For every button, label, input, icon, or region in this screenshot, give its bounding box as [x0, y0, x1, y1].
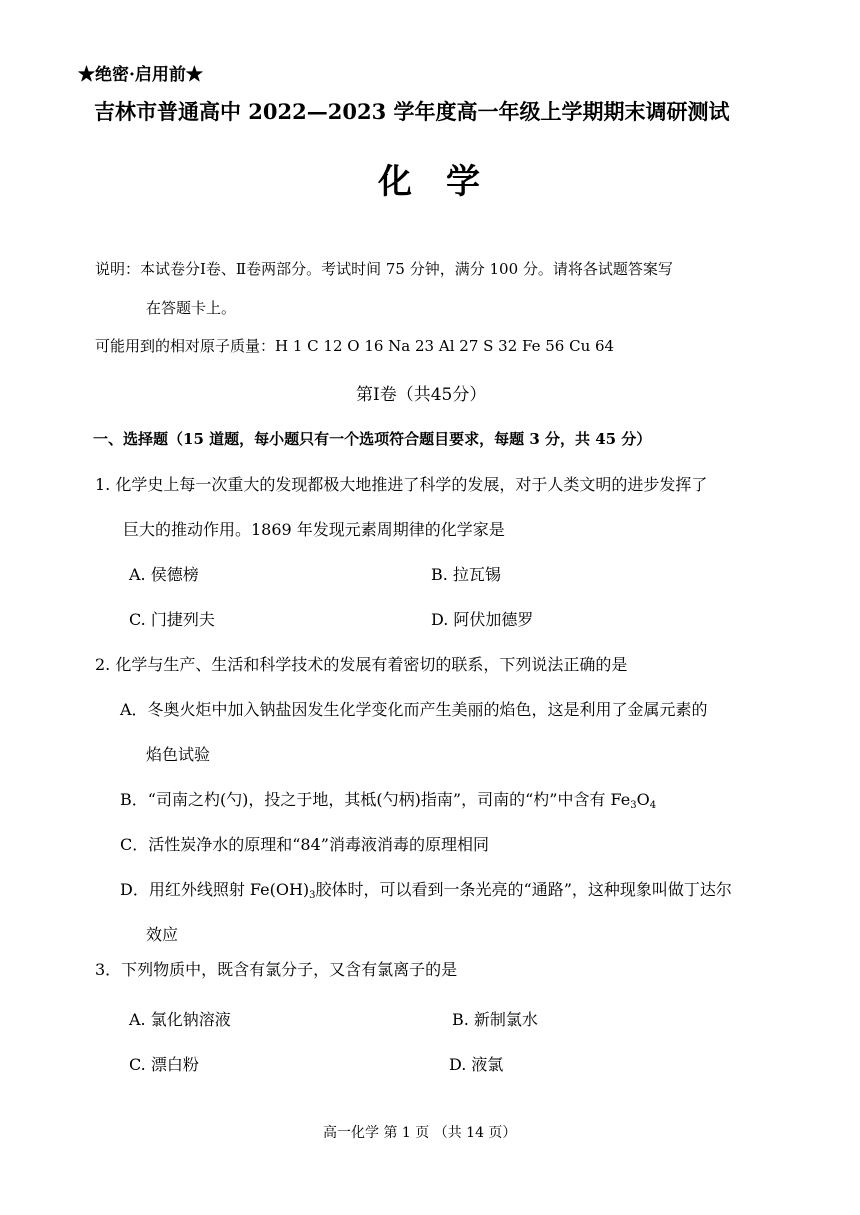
formula-subscript: 4: [649, 800, 657, 811]
q3-option-a: A. 氯化钠溶液: [129, 1010, 231, 1029]
q2-option-d-text-rest: 胶体时，可以看到一条光亮的“通路”，这种现象叫做丁达尔: [315, 880, 732, 899]
atomic-mass-line: 可能用到的相对原子质量：H 1 C 12 O 16 Na 23 Al 27 S 32 Fe 56 Cu 64: [95, 337, 615, 355]
exam-title: 吉林市普通高中 2022—2023 学年度高一年级上学期期末调研测试: [94, 99, 730, 124]
q2-option-b-text: B．“司南之杓(勺)，投之于地，其柢(勺柄)指南”，司南的“杓”中含有 Fe: [120, 790, 631, 809]
confidential-mark: ★绝密·启用前★: [78, 65, 203, 85]
page-footer: 高一化学 第 1 页 （共 14 页）: [323, 1125, 517, 1141]
q2-stem: 2. 化学与生产、生活和科学技术的发展有着密切的联系，下列说法正确的是: [95, 655, 628, 674]
q3-option-c: C. 漂白粉: [129, 1055, 199, 1074]
q1-option-a: A. 侯德榜: [129, 565, 199, 584]
q2-option-d-line-1: [120, 877, 732, 900]
q2-option-a-line-2: 焰色试验: [146, 745, 211, 764]
q3-stem: 3．下列物质中，既含有氯分子，又含有氯离子的是: [95, 960, 458, 979]
formula-subscript: 3: [630, 800, 637, 811]
formula-subscript: 3: [309, 890, 316, 901]
q2-option-d-line-2: 效应: [146, 925, 179, 944]
q3-option-d: D. 液氯: [449, 1055, 504, 1074]
q1-stem-line-2: 巨大的推动作用。1869 年发现元素周期律的化学家是: [123, 520, 505, 539]
q2-option-b: [120, 787, 656, 810]
q1-stem-line-1: 1. 化学史上每一次重大的发现都极大地推进了科学的发展，对于人类文明的进步发挥了: [95, 475, 708, 494]
q2-option-c: C．活性炭净水的原理和“84”消毒液消毒的原理相同: [120, 835, 489, 854]
q3-option-b: B. 新制氯水: [452, 1010, 538, 1029]
q2-option-d-text: D．用红外线照射 Fe(OH): [120, 880, 310, 899]
subject-title: 化 学: [378, 162, 480, 202]
instructions-line-1: 说明：本试卷分Ⅰ卷、Ⅱ卷两部分。考试时间 75 分钟，满分 100 分。请将各试题答案写: [95, 260, 673, 278]
q1-option-b: B. 拉瓦锡: [431, 565, 501, 584]
section-heading: 一、选择题（15 道题，每小题只有一个选项符合题目要求，每题 3 分，共 45 分）: [93, 430, 652, 448]
formula-text: O: [636, 790, 650, 809]
instructions-line-2: 在答题卡上。: [146, 299, 237, 317]
q2-option-a-line-1: A．冬奥火炬中加入钠盐因发生化学变化而产生美丽的焰色，这是利用了金属元素的: [120, 700, 708, 719]
q1-option-d: D. 阿伏加德罗: [431, 610, 534, 629]
part1-title: 第Ⅰ卷（共45分）: [356, 385, 487, 405]
q1-option-c: C. 门捷列夫: [129, 610, 215, 629]
